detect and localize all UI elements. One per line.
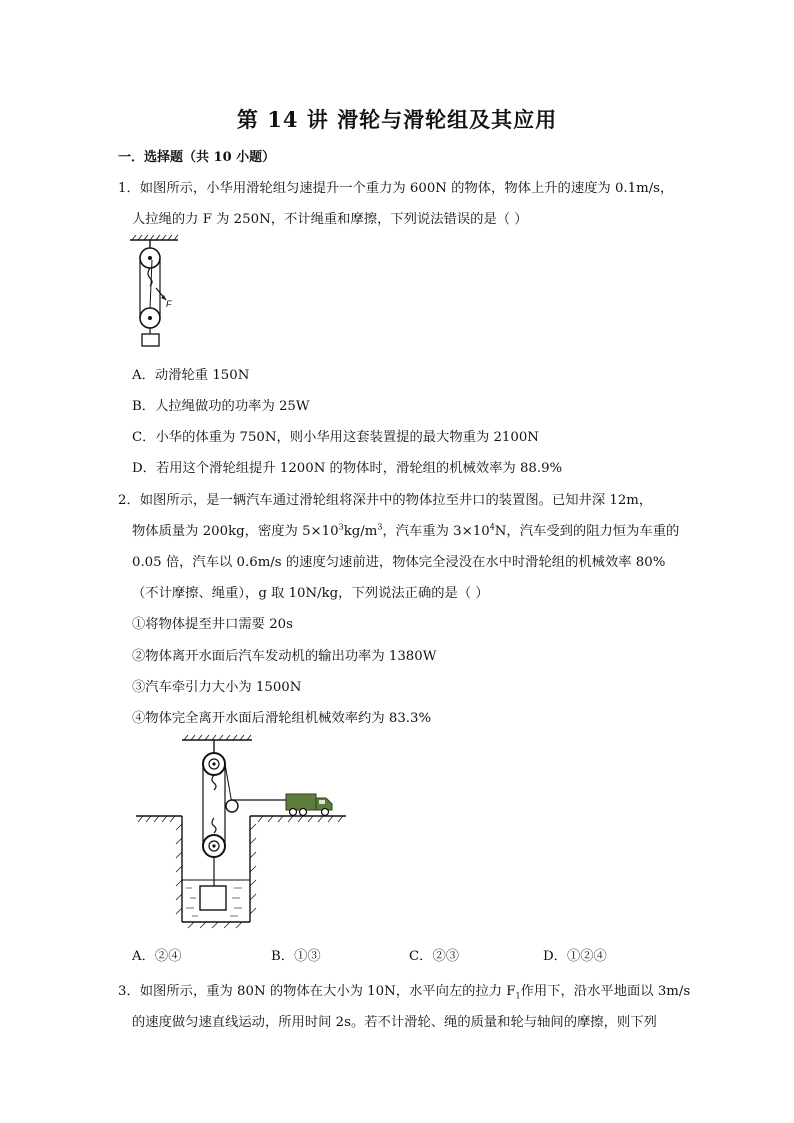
q2-option-d: D．①②④	[543, 949, 607, 964]
q2-option-a: A．②④	[132, 949, 182, 964]
q1-stem-line2: 人拉绳的力 F 为 250N，不计绳重和摩擦，下列说法错误的是（ ）	[132, 212, 528, 227]
q2-stem-line2: 物体质量为 200kg，密度为 $5\times 10^3kg/m^3$，汽车重为 $3\times 10^4N$，汽车受到的阻力恒为车重的	[132, 522, 680, 539]
q2-statement-4: ④物体完全离开水面后滑轮组机械效率约为 83.3%	[132, 711, 432, 726]
section-heading: 一．选择题（共 10 小题）	[118, 150, 276, 165]
q2-option-b: B．①③	[271, 949, 321, 964]
q2-statement-1: ①将物体提至井口需要 20s	[132, 617, 293, 632]
q3-stem-line2: 的速度做匀速直线运动，所用时间 2s。若不计滑轮、绳的质量和轮与轴间的摩擦，则下列	[132, 1015, 657, 1030]
q1-option-b: B．人拉绳做功的功率为 25W	[132, 399, 310, 414]
q1-option-d: D．若用这个滑轮组提升 1200N 的物体时，滑轮组的机械效率为 88.9%	[132, 461, 563, 476]
q1-stem-line1: 1．如图所示，小华用滑轮组匀速提升一个重力为 600N 的物体，物体上升的速度为 0.1m/s，	[118, 181, 674, 196]
force-label: F	[166, 299, 172, 309]
q2-well-figure	[134, 734, 348, 930]
q2-stem-line3: 0.05 倍，汽车以 0.6m/s 的速度匀速前进，物体完全浸没在水中时滑轮组的机械效率 80%	[132, 555, 666, 570]
q2-stem-line4: （不计摩擦、绳重），g 取 10N/kg，下列说法正确的是（ ）	[132, 586, 489, 601]
truck-icon	[286, 794, 332, 816]
q2-stem-line1: 2．如图所示，是一辆汽车通过滑轮组将深井中的物体拉至井口的装置图。已知井深 12m，	[118, 493, 653, 508]
page-title: 第 14 讲 滑轮与滑轮组及其应用	[236, 107, 558, 132]
q3-stem-line1: 3．如图所示，重为 80N 的物体在大小为 10N，水平向左的拉力 $F_1$作用下，沿水平地面以 3m/s	[118, 984, 691, 1001]
q1-pulley-figure	[128, 234, 188, 348]
q2-statement-3: ③汽车牵引力大小为 1500N	[132, 680, 302, 695]
q1-option-c: C．小华的体重为 750N，则小华用这套装置提的最大物重为 2100N	[132, 430, 539, 445]
q2-option-c: C．②③	[409, 949, 460, 964]
q2-statement-2: ②物体离开水面后汽车发动机的输出功率为 1380W	[132, 649, 437, 664]
q1-option-a: A．动滑轮重 150N	[132, 368, 250, 383]
